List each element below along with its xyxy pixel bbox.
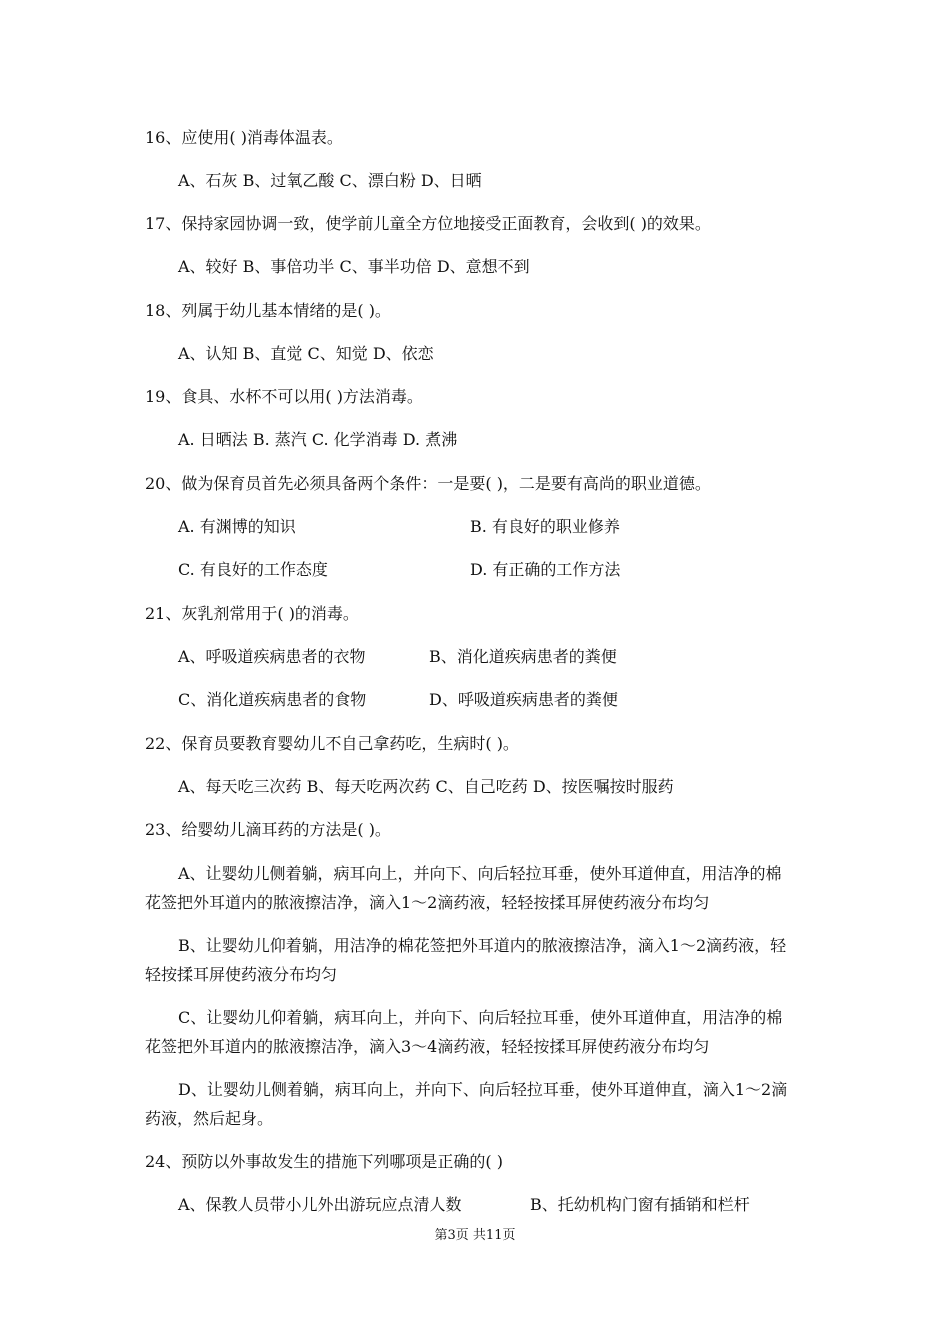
question-20-option-b: B. 有良好的职业修养 <box>470 517 620 536</box>
question-17-stem: 17、保持家园协调一致，使学前儿童全方位地接受正面教育，会收到( )的效果。 <box>145 214 711 233</box>
question-21-option-d: D、呼吸道疾病患者的粪便 <box>429 690 618 709</box>
question-23-option-b-line1: B、让婴幼儿仰着躺，用洁净的棉花签把外耳道内的脓液擦洁净，滴入1～2滴药液，轻 <box>178 936 787 955</box>
question-23-option-b-line2: 轻按揉耳屏使药液分布均匀 <box>145 965 338 984</box>
question-18-options: A、认知 B、直觉 C、知觉 D、依恋 <box>178 344 434 363</box>
question-21-stem: 21、灰乳剂常用于( )的消毒。 <box>145 604 359 623</box>
question-23-option-d-line2: 药液，然后起身。 <box>145 1109 274 1128</box>
question-22-options: A、每天吃三次药 B、每天吃两次药 C、自己吃药 D、按医嘱按时服药 <box>178 777 674 796</box>
question-21-option-a: A、呼吸道疾病患者的衣物 <box>178 647 366 666</box>
question-20-stem: 20、做为保育员首先必须具备两个条件：一是要( )，二是要有高尚的职业道德。 <box>145 474 711 493</box>
question-18-stem: 18、列属于幼儿基本情绪的是( )。 <box>145 301 391 320</box>
page-number-footer: 第3页 共11页 <box>434 1228 516 1243</box>
question-21-option-c: C、消化道疾病患者的食物 <box>178 690 367 709</box>
question-19-options: A. 日晒法 B. 蒸汽 C. 化学消毒 D. 煮沸 <box>178 430 458 449</box>
question-20-option-c: C. 有良好的工作态度 <box>178 560 328 579</box>
question-16-stem: 16、应使用( )消毒体温表。 <box>145 128 343 147</box>
question-23-option-c-line2: 花签把外耳道内的脓液擦洁净，滴入3～4滴药液，轻轻按揉耳屏使药液分布均匀 <box>145 1037 710 1056</box>
question-16-options: A、石灰 B、过氧乙酸 C、漂白粉 D、日晒 <box>178 171 482 190</box>
question-24-option-b: B、托幼机构门窗有插销和栏杆 <box>530 1195 750 1214</box>
question-24-stem: 24、预防以外事故发生的措施下列哪项是正确的( ) <box>145 1152 503 1171</box>
question-20-option-a: A. 有渊博的知识 <box>178 517 296 536</box>
question-23-option-d-line1: D、让婴幼儿侧着躺，病耳向上，并向下、向后轻拉耳垂，使外耳道伸直，滴入1～2滴 <box>178 1080 788 1099</box>
question-23-option-c-line1: C、让婴幼儿仰着躺，病耳向上，并向下、向后轻拉耳垂，使外耳道伸直，用洁净的棉 <box>178 1008 783 1027</box>
question-23-option-a-line1: A、让婴幼儿侧着躺，病耳向上，并向下、向后轻拉耳垂，使外耳道伸直，用洁净的棉 <box>178 864 782 883</box>
question-22-stem: 22、保育员要教育婴幼儿不自己拿药吃，生病时( )。 <box>145 734 519 753</box>
question-19-stem: 19、食具、水杯不可以用( )方法消毒。 <box>145 387 423 406</box>
question-20-option-d: D. 有正确的工作方法 <box>470 560 621 579</box>
question-17-options: A、较好 B、事倍功半 C、事半功倍 D、意想不到 <box>178 257 530 276</box>
question-23-stem: 23、给婴幼儿滴耳药的方法是( )。 <box>145 820 391 839</box>
question-21-option-b: B、消化道疾病患者的粪便 <box>429 647 617 666</box>
question-23-option-a-line2: 花签把外耳道内的脓液擦洁净，滴入1～2滴药液，轻轻按揉耳屏使药液分布均匀 <box>145 893 710 912</box>
question-24-option-a: A、保教人员带小儿外出游玩应点清人数 <box>178 1195 462 1214</box>
